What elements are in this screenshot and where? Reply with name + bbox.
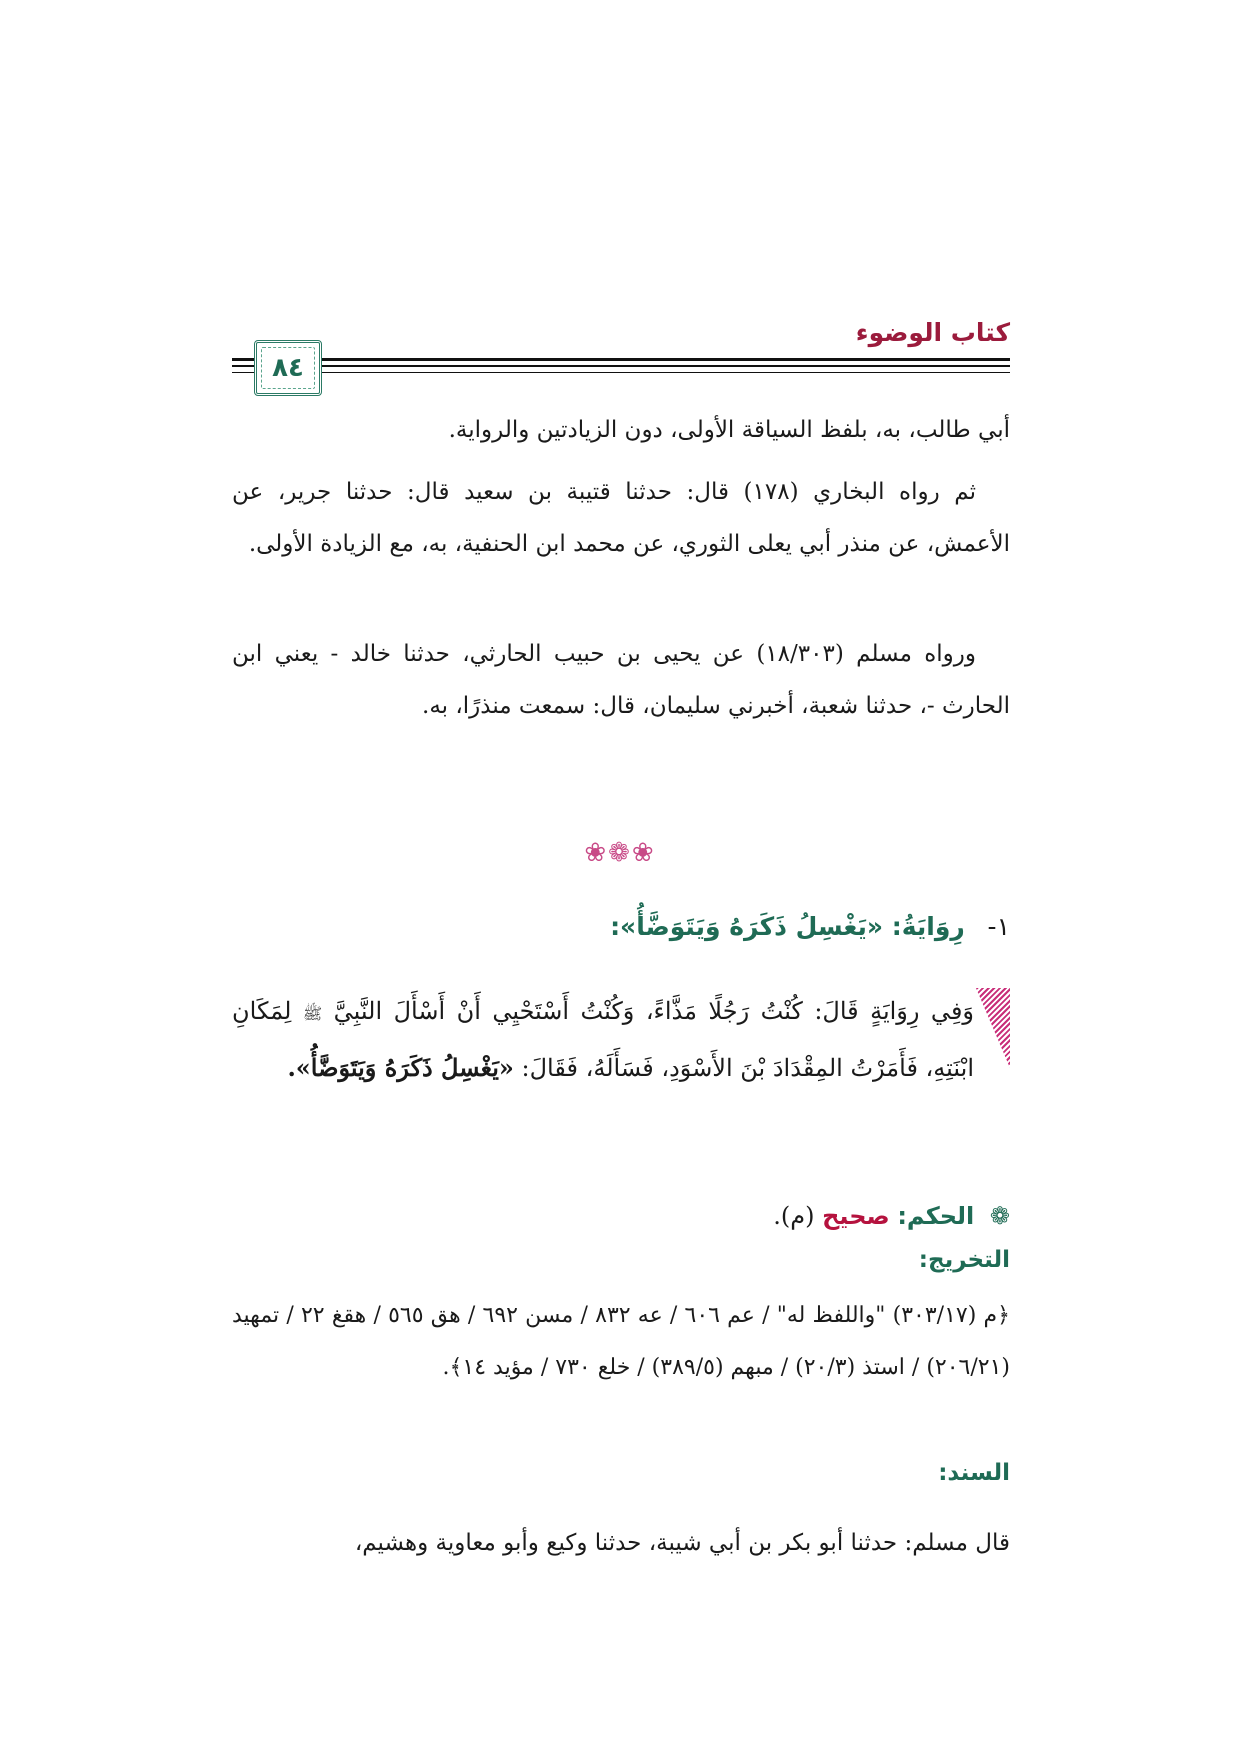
header-rule <box>232 372 1010 373</box>
section-divider-ornament: ❀❁❀ <box>584 838 656 868</box>
takhrij-text: ﴿م (٣٠٣/١٧) "واللفظ له" / عم ٦٠٦ / عه ٨٣٢ / مسن ٦٩٢ / هق ٥٦٥ / هقغ ٢٢ / تمهيد (٢٠٦/٢١) / استذ (٢٠/٣) / مبهم (٣٨٩/٥) / خلع ٧٣٠ / مؤيد ١٤﴾. <box>232 1303 1010 1380</box>
hadith-text <box>232 984 974 1095</box>
ruling-label: الحكم: <box>897 1202 975 1230</box>
sanad-label: السند: <box>938 1460 1010 1486</box>
hadith-quote: «يَغْسِلُ ذَكَرَهُ وَيَتَوَضَّأُ». <box>287 1053 514 1082</box>
section-heading <box>232 912 1010 941</box>
ruling-value: صحيح <box>822 1202 890 1230</box>
header-rule <box>232 365 1010 367</box>
sanad-text: قال مسلم: حدثنا أبو بكر بن أبي شيبة، حدثنا وكيع وأبو معاوية وهشيم، <box>354 1530 1010 1556</box>
paragraph-3: ورواه مسلم (١٨/٣٠٣) عن يحيى بن حبيب الحارثي، حدثنا خالد - يعني ابن الحارث -، حدثنا شعبة، أخبرني سليمان، قال: سمعت منذرًا، به. <box>232 641 1010 719</box>
book-title: كتاب الوضوء <box>855 318 1010 347</box>
hadith-part-2: لِمَكَانِ ابْنَتِهِ، فَأَمَرْتُ المِقْدَادَ بْنَ الأَسْوَدِ، فَسَأَلَهُ، فَقَالَ: <box>232 997 974 1082</box>
rosette-icon: ❁ <box>989 1202 1010 1230</box>
corner-ornament-icon <box>976 988 1010 1068</box>
page-number-frame <box>254 340 322 396</box>
ruling-line <box>232 1196 1010 1236</box>
ruling-suffix: (م). <box>773 1202 815 1230</box>
hadith-part-1: وَفِي رِوَايَةٍ قَالَ: كُنْتُ رَجُلًا مَذَّاءً، وَكُنْتُ أَسْتَحْيِي أَنْ أَسْأَلَ النَّبِيَّ <box>333 997 974 1025</box>
hadith-block <box>232 984 1010 1174</box>
page-header <box>232 318 1010 390</box>
page-number: ٨٤ <box>272 353 304 383</box>
paragraph-1: أبي طالب، به، بلفظ السياقة الأولى، دون الزيادتين والرواية. <box>448 417 1010 443</box>
header-rule <box>232 358 1010 361</box>
section-title: رِوَايَةُ: «يَغْسِلُ ذَكَرَهُ وَيَتَوَضَّأُ»: <box>610 912 965 941</box>
paragraph-2: ثم رواه البخاري (١٧٨) قال: حدثنا قتيبة بن سعيد قال: حدثنا جرير، عن الأعمش، عن منذر أبي يعلى الثوري، عن محمد ابن الحنفية، به، مع الزيادة الأولى. <box>232 479 1010 557</box>
section-number: ١- <box>987 912 1010 941</box>
takhrij-label: التخريج: <box>918 1247 1010 1273</box>
salutation-glyph: ﷺ <box>302 1004 323 1023</box>
